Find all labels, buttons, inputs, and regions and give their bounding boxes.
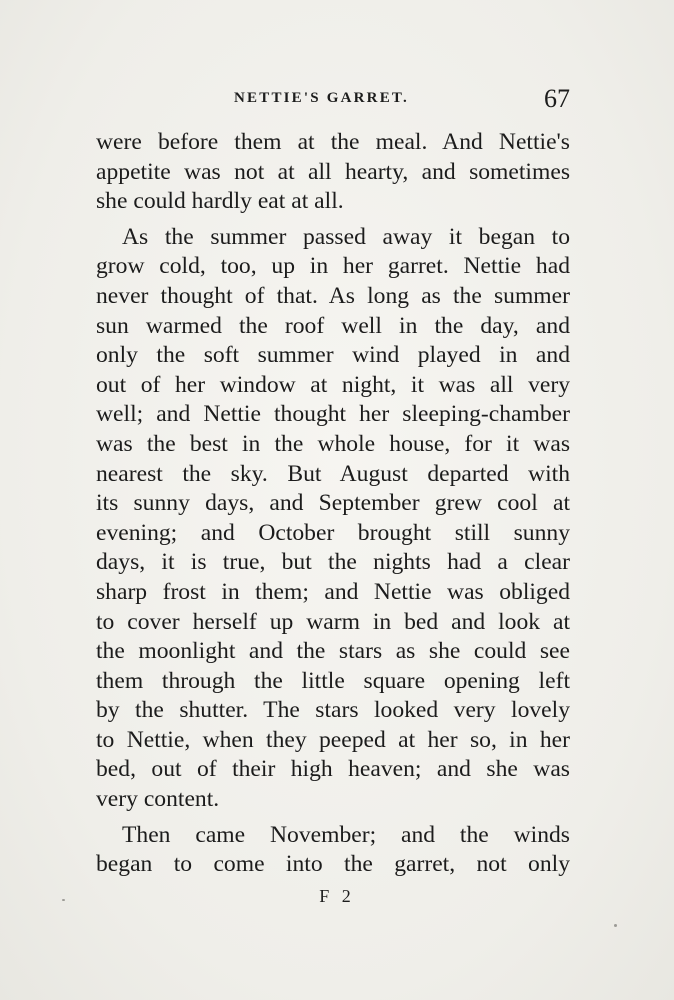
text-line: appetite was not at all hearty, and sometimes — [96, 158, 570, 185]
text-line: out of her window at night, it was all very — [96, 371, 570, 398]
text-line: by the shutter. The stars looked very lovely — [96, 697, 570, 724]
text-line: was the best in the whole house, for it was — [96, 430, 570, 457]
text-line: them through the little square opening left — [96, 667, 570, 694]
text-line: very content. — [96, 786, 220, 813]
signature-mark: F 2 — [319, 886, 355, 906]
body-text — [96, 128, 570, 880]
text-line: well; and Nettie thought her sleeping-chamber — [96, 401, 570, 428]
text-line: to Nettie, when they peeped at her so, in her — [96, 726, 570, 753]
page-number: 67 — [544, 84, 570, 113]
text-line: to cover herself up warm in bed and look at — [96, 608, 570, 635]
page-header — [96, 84, 570, 118]
text-line: sharp frost in them; and Nettie was obliged — [96, 578, 570, 605]
text-line: grow cold, too, up in her garret. Nettie had — [96, 253, 570, 280]
text-line: bed, out of their high heaven; and she was — [96, 756, 570, 783]
text-line: the moonlight and the stars as she could see — [96, 638, 570, 665]
paper-speck — [62, 899, 65, 901]
text-line: Then came November; and the winds — [122, 821, 570, 848]
text-line: As the summer passed away it began to — [122, 223, 570, 250]
text-line: she could hardly eat at all. — [96, 188, 344, 215]
text-line: never thought of that. As long as the summer — [96, 282, 570, 309]
text-line: were before them at the meal. And Nettie's — [96, 129, 570, 155]
text-line: evening; and October brought still sunny — [96, 519, 570, 546]
text-line: only the soft summer wind played in and — [96, 342, 570, 369]
text-line: sun warmed the roof well in the day, and — [96, 312, 570, 339]
text-line: began to come into the garret, not only — [96, 851, 570, 878]
paper-speck — [614, 924, 617, 927]
running-head: NETTIE'S GARRET. — [234, 90, 409, 106]
text-line: its sunny days, and September grew cool at — [96, 490, 570, 517]
text-line: days, it is true, but the nights had a clear — [96, 549, 570, 576]
text-line: nearest the sky. But August departed with — [96, 460, 570, 487]
